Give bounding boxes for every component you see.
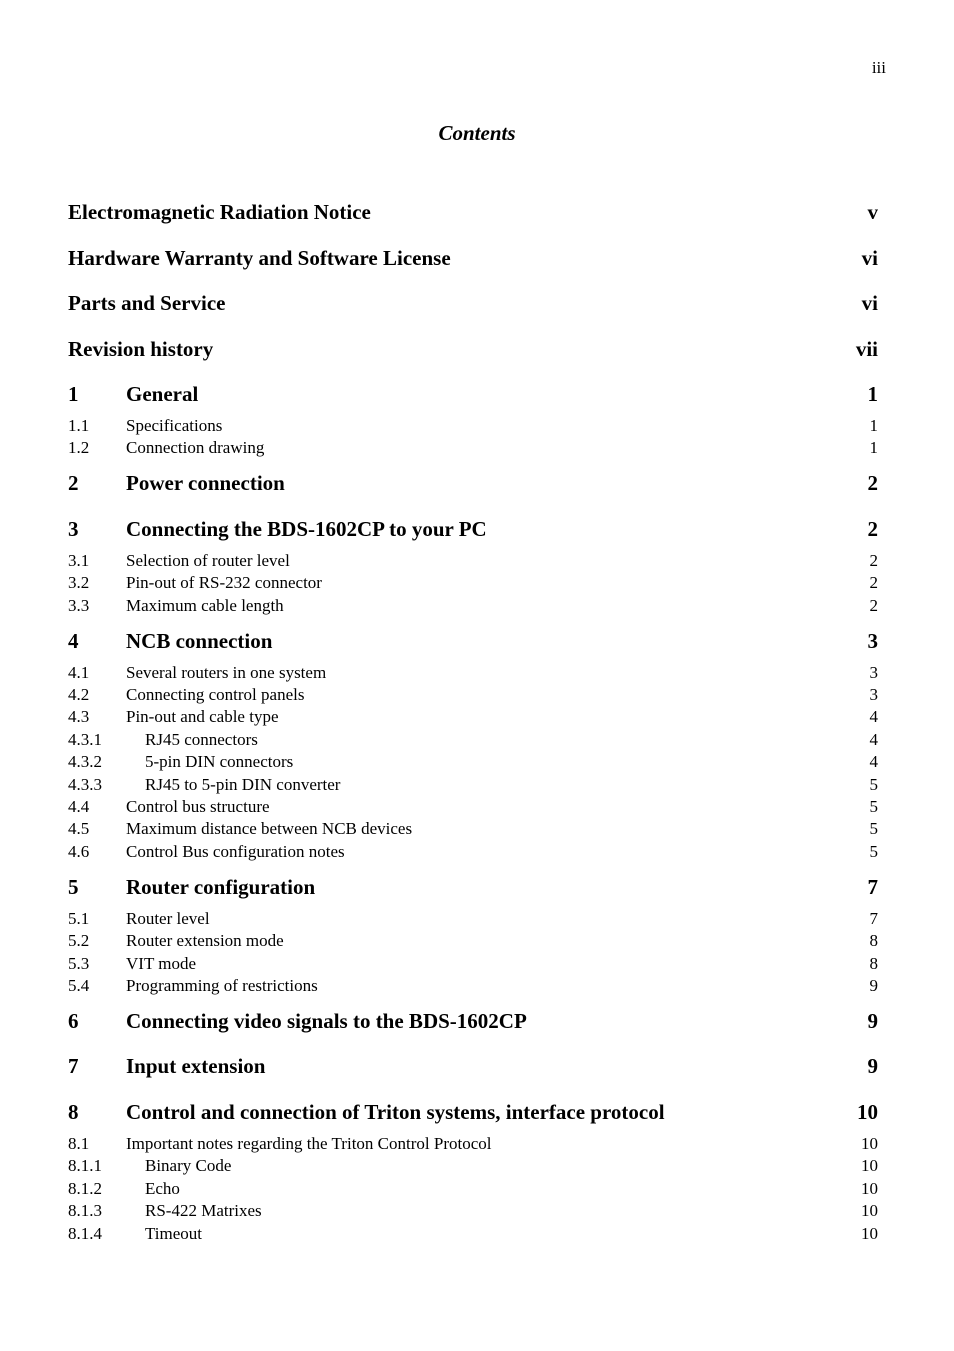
entry-title: Hardware Warranty and Software License bbox=[68, 245, 451, 270]
entry-title: RS-422 Matrixes bbox=[145, 1201, 262, 1221]
entry-title: Pin-out and cable type bbox=[126, 707, 279, 727]
entry-page: 5 bbox=[869, 819, 878, 839]
entry-title: RJ45 to 5-pin DIN converter bbox=[145, 774, 341, 794]
entry-number: 8.1.4 bbox=[68, 1223, 102, 1243]
entry-title: General bbox=[126, 382, 199, 406]
entry-page: vi bbox=[861, 291, 878, 315]
entry-number: 8.1 bbox=[68, 1133, 90, 1153]
entry-number: 4.1 bbox=[68, 662, 90, 682]
toc-section-entry[interactable] bbox=[68, 797, 878, 819]
entry-number: 6 bbox=[68, 1008, 79, 1033]
toc-section-entry[interactable] bbox=[68, 842, 878, 875]
entry-number: 4.3.3 bbox=[68, 774, 102, 794]
entry-number: 1 bbox=[68, 382, 79, 406]
entry-page: vi bbox=[861, 245, 878, 270]
entry-page: 2 bbox=[869, 550, 878, 570]
entry-title: Parts and Service bbox=[68, 291, 226, 315]
entry-page: 5 bbox=[869, 774, 878, 794]
entry-number: 4 bbox=[68, 628, 79, 653]
table-of-contents bbox=[68, 200, 878, 1257]
entry-title: Echo bbox=[145, 1178, 180, 1198]
entry-number: 2 bbox=[68, 471, 79, 496]
toc-section-entry[interactable] bbox=[68, 573, 878, 595]
entry-title: Connecting video signals to the BDS-1602CP bbox=[126, 1008, 527, 1033]
entry-title: Electromagnetic Radiation Notice bbox=[68, 200, 371, 224]
entry-title: Specifications bbox=[126, 416, 223, 435]
entry-title: Maximum distance between NCB devices bbox=[126, 819, 413, 839]
entry-number: 4.3.1 bbox=[68, 729, 102, 749]
entry-title: Selection of router level bbox=[126, 550, 290, 570]
entry-page: 1 bbox=[869, 438, 878, 458]
entry-page: 9 bbox=[869, 975, 878, 995]
page-title: Contents bbox=[438, 121, 516, 145]
entry-title: Revision history bbox=[68, 336, 214, 361]
entry-title: Pin-out of RS-232 connector bbox=[126, 573, 322, 593]
entry-title: Maximum cable length bbox=[126, 595, 284, 615]
entry-number: 4.6 bbox=[68, 841, 90, 861]
entry-page: 10 bbox=[861, 1133, 878, 1153]
entry-title: Control bus structure bbox=[126, 797, 270, 817]
entry-page: 9 bbox=[867, 1008, 878, 1033]
entry-title: Router extension mode bbox=[126, 931, 284, 951]
toc-section-entry[interactable] bbox=[68, 819, 878, 841]
toc-section-entry[interactable] bbox=[68, 685, 878, 707]
entry-page: 3 bbox=[869, 685, 878, 705]
entry-page: v bbox=[867, 200, 878, 224]
toc-chapter-entry[interactable] bbox=[68, 875, 878, 909]
entry-number: 4.2 bbox=[68, 685, 90, 705]
toc-chapter-entry[interactable] bbox=[68, 629, 878, 663]
toc-section-entry[interactable] bbox=[68, 416, 878, 438]
entry-title: Connection drawing bbox=[126, 438, 265, 458]
entry-number: 1.1 bbox=[68, 416, 90, 435]
entry-number: 4.3 bbox=[68, 707, 90, 727]
entry-number: 3.2 bbox=[68, 573, 90, 593]
entry-number: 5.1 bbox=[68, 908, 90, 928]
toc-section-entry[interactable] bbox=[68, 752, 878, 774]
entry-page: 2 bbox=[867, 471, 878, 496]
toc-section-entry[interactable] bbox=[68, 707, 878, 729]
entry-title: Important notes regarding the Triton Control Protocol bbox=[126, 1133, 492, 1153]
entry-page: 9 bbox=[867, 1054, 878, 1079]
entry-title: Programming of restrictions bbox=[126, 975, 318, 995]
entry-page: 5 bbox=[869, 841, 878, 861]
entry-title: Router level bbox=[126, 908, 210, 928]
toc-section-entry[interactable] bbox=[68, 438, 878, 471]
entry-number: 5 bbox=[68, 874, 79, 899]
entry-page: 8 bbox=[869, 931, 878, 951]
entry-title: Control Bus configuration notes bbox=[126, 841, 345, 861]
entry-title: Connecting the BDS-1602CP to your PC bbox=[126, 516, 487, 541]
entry-number: 8.1.1 bbox=[68, 1156, 102, 1176]
entry-number: 3.1 bbox=[68, 550, 90, 570]
toc-section-entry[interactable] bbox=[68, 775, 878, 797]
toc-chapter-entry[interactable] bbox=[68, 471, 878, 517]
toc-section-entry[interactable] bbox=[68, 1201, 878, 1223]
entry-title: 5-pin DIN connectors bbox=[145, 752, 294, 772]
toc-front-matter-entry[interactable] bbox=[68, 337, 878, 383]
toc-chapter-entry[interactable] bbox=[68, 517, 878, 551]
toc-section-entry[interactable] bbox=[68, 976, 878, 1009]
entry-page: 2 bbox=[867, 516, 878, 541]
entry-title: Binary Code bbox=[145, 1156, 232, 1176]
entry-page: 4 bbox=[869, 729, 878, 749]
toc-front-matter-entry[interactable] bbox=[68, 200, 878, 246]
toc-section-entry[interactable] bbox=[68, 1156, 878, 1178]
entry-title: Router configuration bbox=[126, 874, 316, 899]
entry-number: 3.3 bbox=[68, 595, 90, 615]
entry-page: 8 bbox=[869, 953, 878, 973]
entry-page: 4 bbox=[869, 752, 878, 772]
entry-page: 10 bbox=[861, 1156, 878, 1176]
toc-section-entry[interactable] bbox=[68, 1179, 878, 1201]
toc-section-entry[interactable] bbox=[68, 663, 878, 685]
entry-page: vii bbox=[855, 336, 878, 361]
entry-number: 4.5 bbox=[68, 819, 90, 839]
entry-title: RJ45 connectors bbox=[145, 729, 258, 749]
entry-page: 10 bbox=[861, 1223, 878, 1243]
entry-page: 3 bbox=[867, 628, 878, 653]
entry-page: 7 bbox=[867, 874, 878, 899]
toc-front-matter-entry[interactable] bbox=[68, 291, 878, 337]
toc-chapter-entry[interactable] bbox=[68, 1100, 878, 1134]
toc-chapter-entry[interactable] bbox=[68, 1054, 878, 1100]
entry-title: NCB connection bbox=[126, 628, 273, 653]
entry-number: 4.3.2 bbox=[68, 752, 102, 772]
entry-number: 4.4 bbox=[68, 797, 90, 817]
toc-section-entry[interactable] bbox=[68, 730, 878, 752]
entry-number: 7 bbox=[68, 1054, 79, 1079]
entry-number: 1.2 bbox=[68, 438, 90, 458]
entry-page: 2 bbox=[869, 573, 878, 593]
toc-chapter-entry[interactable] bbox=[68, 1009, 878, 1055]
page-number: iii bbox=[871, 58, 886, 77]
toc-section-entry[interactable] bbox=[68, 551, 878, 573]
entry-title: Several routers in one system bbox=[126, 662, 327, 682]
entry-number: 8 bbox=[68, 1099, 79, 1124]
toc-section-entry[interactable] bbox=[68, 1134, 878, 1156]
entry-number: 5.3 bbox=[68, 953, 90, 973]
toc-section-entry[interactable] bbox=[68, 931, 878, 953]
toc-section-entry[interactable] bbox=[68, 954, 878, 976]
entry-page: 10 bbox=[857, 1099, 878, 1124]
entry-page: 4 bbox=[869, 707, 878, 727]
entry-title: Input extension bbox=[126, 1054, 266, 1079]
entry-page: 10 bbox=[861, 1178, 878, 1198]
entry-page: 7 bbox=[869, 908, 878, 928]
entry-title: Control and connection of Triton systems, interface protocol bbox=[126, 1099, 665, 1124]
entry-number: 8.1.2 bbox=[68, 1178, 102, 1198]
entry-page: 3 bbox=[869, 662, 878, 682]
entry-page: 5 bbox=[869, 797, 878, 817]
entry-number: 5.4 bbox=[68, 975, 90, 995]
entry-number: 5.2 bbox=[68, 931, 90, 951]
toc-section-entry[interactable] bbox=[68, 909, 878, 931]
entry-number: 3 bbox=[68, 516, 79, 541]
entry-page: 10 bbox=[861, 1201, 878, 1221]
entry-title: Connecting control panels bbox=[126, 685, 305, 705]
entry-number: 8.1.3 bbox=[68, 1201, 102, 1221]
entry-page: 1 bbox=[867, 382, 878, 406]
entry-title: Timeout bbox=[145, 1223, 203, 1243]
toc-section-entry[interactable] bbox=[68, 596, 878, 629]
entry-title: VIT mode bbox=[126, 953, 197, 973]
toc-chapter-entry[interactable] bbox=[68, 382, 878, 416]
entry-page: 2 bbox=[869, 595, 878, 615]
toc-front-matter-entry[interactable] bbox=[68, 246, 878, 292]
toc-section-entry[interactable] bbox=[68, 1224, 878, 1257]
entry-title: Power connection bbox=[126, 471, 285, 496]
entry-page: 1 bbox=[869, 416, 878, 435]
